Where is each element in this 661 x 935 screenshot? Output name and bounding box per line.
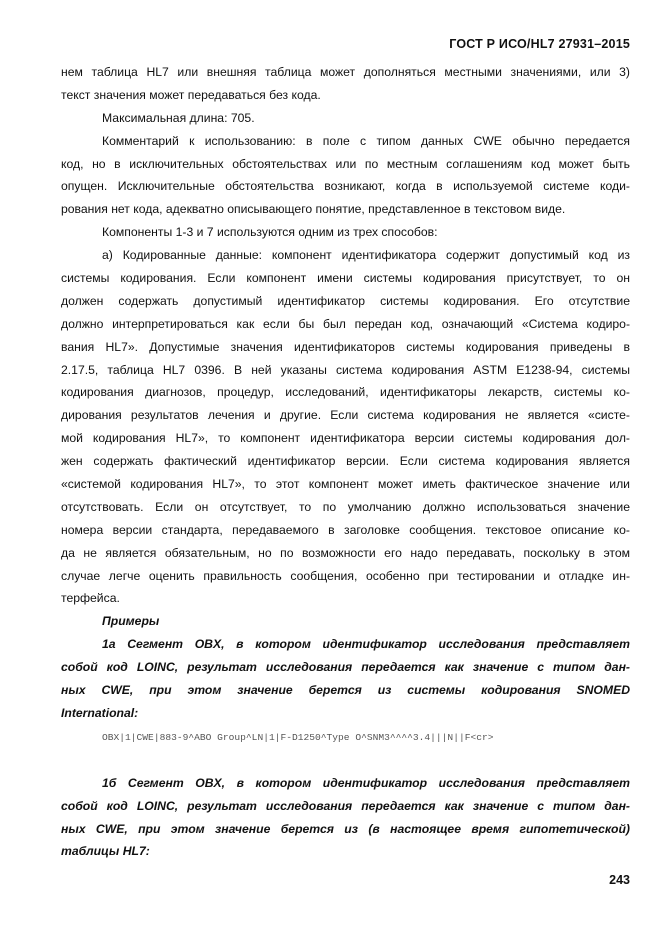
spacer [61,750,630,772]
item-a-line: кодирования диагнозов, процедур, исследований, идентификаторы лекарств, системы ко- [61,385,630,400]
item-a-line: мой кодирования HL7», то компонент идентификатора версии системы кодирования дол- [61,431,630,446]
item-a-line: вания HL7». Допустимые значения идентификаторов системы кодирования приведены в [61,339,630,354]
item-a-line: отсутствовать. Если он отсутствует, то по умолчанию должно использоваться значение [61,499,630,514]
standard-header: ГОСТ Р ИСО/HL7 27931–2015 [449,37,630,51]
max-length-line: Максимальная длина: 705. [102,110,255,125]
item-a-line: жен содержать фактический идентификатор версии. Если система кодирования является [61,454,630,469]
comment-line: опущен. Исключительные обстоятельства возникают, когда в используемой системе коди- [61,179,630,194]
example2-line: таблицы HL7: [61,844,150,859]
example1-code: OBX|1|CWE|883-9^ABO Group^LN|1|F-D1250^Type O^SNM3^^^^3.4|||N||F<cr> [102,731,494,743]
examples-title: Примеры [102,614,160,629]
example2-line: 1б Сегмент OBX, в котором идентификатор исследования представляет [102,775,630,790]
item-a-line: 2.17.5, таблица HL7 0396. В ней указаны система кодирования ASTM E1238-94, системы [61,362,630,377]
components-intro: Компоненты 1-3 и 7 используются одним из трех способов: [102,225,438,240]
item-a-line: должен содержать допустимый идентификатор системы кодирования. Его отсутствие [61,293,630,308]
comment-line: код, но в исключительных обстоятельствах или по местным соглашениям код может быть [61,156,630,171]
item-a-line: случае легче оценить правильность сообщения, особенно при тестировании и отладке ин- [61,568,630,583]
page-number: 243 [609,873,630,887]
example1-line: 1а Сегмент OBX, в котором идентификатор исследования представляет [102,637,630,652]
item-a-line: должно интерпретироваться как если бы был передан код, означающий «Система кодиро- [61,316,630,331]
item-a-line: да не является обязательным, но по возможности его надо передавать, поскольку в этом [61,545,630,560]
comment-line: рования нет кода, адекватно описывающего понятие, представленное в текстовом виде. [61,202,566,217]
page-body [61,61,630,863]
item-a-line: системы кодирования. Если компонент имени системы кодирования присутствует, то он [61,271,630,286]
para1-line: текст значения может передаваться без кода. [61,87,321,102]
example1-line: собой код LOINC, результат исследования передается как значение с типом дан- [61,660,630,675]
example2-line: ных CWE, при этом значение берется из (в настоящее время гипотетической) [61,821,630,836]
comment-line: Комментарий к использованию: в поле с типом данных CWE обычно передается [102,133,630,148]
example1-line: International: [61,705,139,720]
para1-line: нем таблица HL7 или внешняя таблица может дополняться местными значениями, или 3) [61,65,630,79]
item-a-line: номера версии стандарта, передаваемого в заголовке сообщения. текстовое описание ко- [61,522,630,537]
item-a-line: а) Кодированные данные: компонент идентификатора содержит допустимый код из [102,248,630,263]
item-a-line: «системой кодирования HL7», то этот компонент может иметь фактическое значение или [61,477,630,492]
example1-line: ных CWE, при этом значение берется из системы кодирования SNOMED [61,683,630,698]
item-a-line: дирования результатов лечения и другие. Если система кодирования не является «систе- [61,408,630,423]
example2-line: собой код LOINC, результат исследования передается как значение с типом дан- [61,798,630,813]
item-a-line: терфейса. [61,591,120,606]
